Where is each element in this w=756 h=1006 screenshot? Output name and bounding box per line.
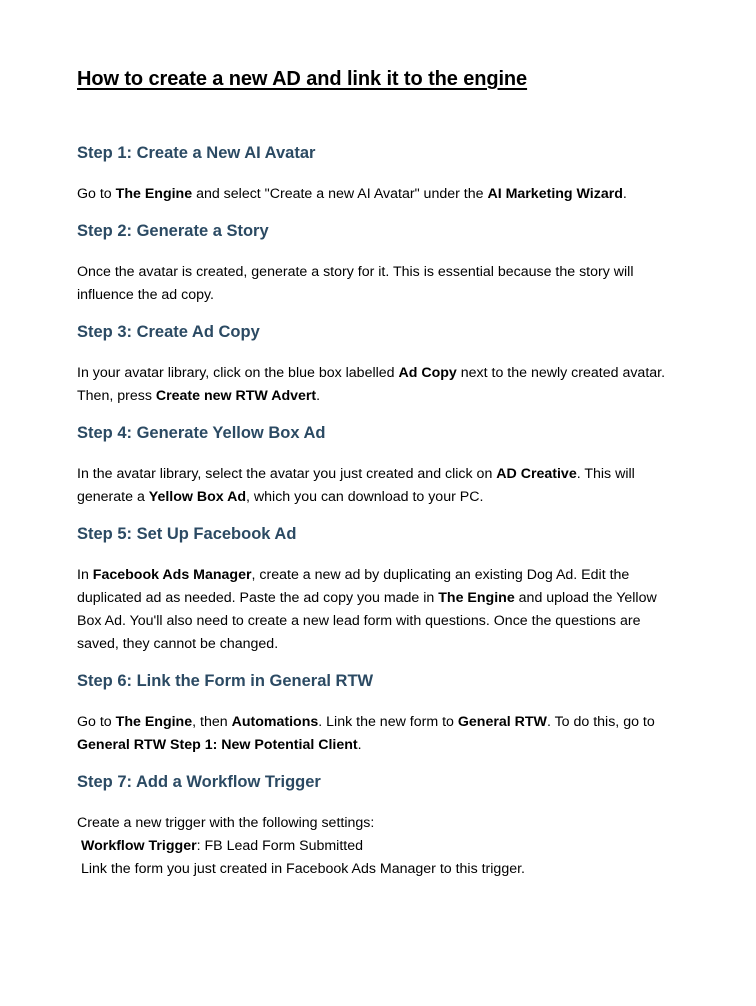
bold-term: General RTW bbox=[457, 714, 547, 730]
step-heading: Step 3: Create Ad Copy bbox=[77, 323, 260, 341]
step-heading: Step 6: Link the Form in General RTW bbox=[77, 672, 374, 690]
body-text: . This will generate a bbox=[77, 466, 635, 505]
bold-term: Automations bbox=[231, 714, 319, 730]
step-heading: Step 4: Generate Yellow Box Ad bbox=[77, 424, 326, 442]
bold-term: Facebook Ads Manager bbox=[92, 567, 252, 583]
trigger-label: Workflow Trigger bbox=[81, 838, 197, 854]
step-7-link-note: Link the form you just created in Facebook Ads Manager to this trigger. bbox=[81, 861, 525, 877]
bold-term: General RTW Step 1: New Potential Client bbox=[77, 737, 358, 753]
bold-term: Yellow Box Ad bbox=[148, 489, 247, 505]
body-text: , which you can download to your PC. bbox=[246, 489, 484, 505]
body-text: Go to bbox=[77, 714, 116, 730]
step-7 bbox=[77, 771, 676, 881]
step-body bbox=[77, 362, 676, 408]
body-text: Go to bbox=[77, 186, 116, 202]
trigger-value: : FB Lead Form Submitted bbox=[196, 838, 364, 854]
step-body bbox=[77, 812, 676, 881]
bold-term: Create new RTW Advert bbox=[155, 388, 317, 404]
step-6 bbox=[77, 670, 676, 757]
step-heading: Step 2: Generate a Story bbox=[77, 222, 269, 240]
body-text: . bbox=[622, 186, 627, 202]
steps-list bbox=[77, 142, 676, 757]
step-body bbox=[77, 711, 676, 757]
document-title: How to create a new AD and link it to the engine bbox=[77, 68, 528, 90]
bold-term: AI Marketing Wizard bbox=[487, 186, 623, 202]
body-text: . To do this, go to bbox=[546, 714, 655, 730]
bold-term: The Engine bbox=[438, 590, 515, 606]
body-text: . bbox=[357, 737, 362, 753]
body-text: In your avatar library, click on the blue box labelled bbox=[77, 365, 399, 381]
step-7-trigger-line bbox=[77, 835, 676, 858]
step-2 bbox=[77, 220, 676, 307]
body-text: next to the newly created avatar. Then, press bbox=[77, 365, 666, 404]
body-text: In the avatar library, select the avatar you just created and click on bbox=[77, 466, 497, 482]
body-text: and select "Create a new AI Avatar" under the bbox=[192, 186, 488, 202]
step-heading: Step 5: Set Up Facebook Ad bbox=[77, 525, 297, 543]
bold-term: The Engine bbox=[115, 186, 193, 202]
step-4 bbox=[77, 422, 676, 509]
step-3 bbox=[77, 321, 676, 408]
bold-term: The Engine bbox=[115, 714, 193, 730]
step-5 bbox=[77, 523, 676, 656]
body-text: . bbox=[316, 388, 321, 404]
body-text: , then bbox=[192, 714, 232, 730]
bold-term: Ad Copy bbox=[398, 365, 457, 381]
step-heading: Step 1: Create a New AI Avatar bbox=[77, 144, 316, 162]
body-text: and upload the Yellow Box Ad. You'll also need to create a new lead form with questions. Once the questions are saved, they cannot be changed. bbox=[77, 590, 657, 652]
body-text: . Link the new form to bbox=[318, 714, 458, 730]
bold-term: AD Creative bbox=[496, 466, 577, 482]
step-1 bbox=[77, 142, 676, 206]
step-body bbox=[77, 564, 676, 656]
body-text: Once the avatar is created, generate a story for it. This is essential because the story will influence the ad copy. bbox=[77, 264, 634, 303]
step-body bbox=[77, 463, 676, 509]
step-heading: Step 7: Add a Workflow Trigger bbox=[77, 773, 321, 791]
body-text: In bbox=[77, 567, 93, 583]
body-text: , create a new ad by duplicating an existing Dog Ad. Edit the duplicated ad as needed. Paste the ad copy you made in bbox=[77, 567, 630, 606]
step-body bbox=[77, 183, 676, 206]
step-7-intro: Create a new trigger with the following settings: bbox=[77, 815, 375, 831]
step-body bbox=[77, 261, 676, 307]
